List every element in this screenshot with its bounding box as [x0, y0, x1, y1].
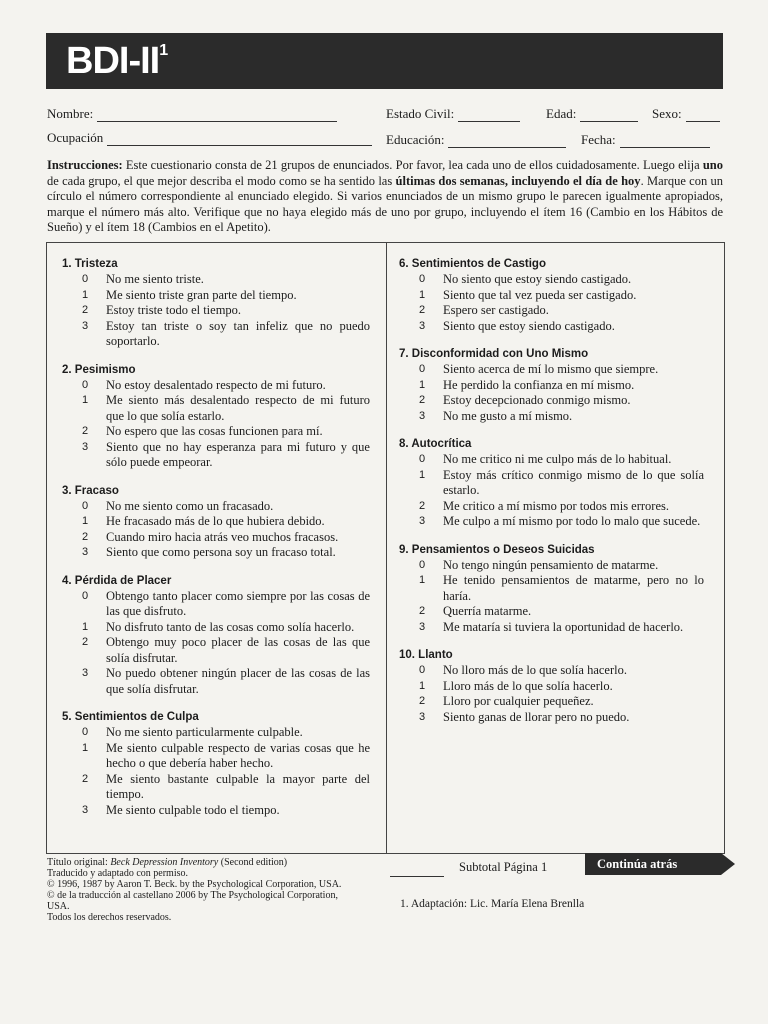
answer-option[interactable] — [62, 635, 370, 666]
answer-option[interactable] — [62, 666, 370, 697]
left-column — [62, 258, 370, 832]
answer-option[interactable] — [62, 589, 370, 620]
option-text: Me siento triste gran parte del tiempo. — [106, 287, 297, 302]
option-number[interactable]: 3 — [419, 620, 426, 633]
option-text: Querría matarme. — [443, 604, 532, 618]
answer-option[interactable] — [399, 710, 704, 726]
option-text: Me siento más desalentado respecto de mi futuro que lo que solía estarlo. — [106, 393, 370, 423]
continua-atras-tag: Continúa atrás — [585, 853, 721, 875]
option-number[interactable]: 1 — [82, 288, 89, 301]
question-title: 2. Pesimismo — [62, 363, 136, 376]
educacion-field[interactable]: Educación: — [386, 132, 566, 148]
option-text: Estoy tan triste o soy tan infeliz que no puedo soportarlo. — [106, 318, 370, 348]
option-number[interactable]: 1 — [82, 394, 89, 406]
option-text: No lloro más de lo que solía hacerlo. — [443, 663, 627, 677]
answer-option[interactable] — [62, 772, 370, 803]
option-number[interactable]: 2 — [419, 499, 426, 512]
option-text: No puedo obtener ningún placer de las cosas de las que solía disfrutar. — [106, 666, 370, 696]
option-number[interactable]: 0 — [82, 589, 89, 602]
copyright-notice: Título original: Beck Depression Inventory (Second edition) Traducido y adaptado con permiso. © 1996, 1987 by Aaron T. Beck. by the Psychological Corporation, USA. © de la traducción al castellano 2006 by The Psychological Corporation, USA. Todos los derechos reservados. — [47, 857, 342, 923]
option-number[interactable]: 3 — [82, 803, 89, 816]
nombre-field[interactable]: Nombre: — [47, 106, 337, 122]
answer-option[interactable] — [399, 319, 704, 335]
question-group — [399, 544, 704, 636]
answer-option[interactable] — [399, 514, 704, 530]
option-text: He perdido la confianza en mí mismo. — [443, 377, 635, 392]
option-text: Siento que no hay esperanza para mi futuro y que sólo puede empeorar. — [106, 439, 370, 469]
option-text: Obtengo tanto placer como siempre por las cosas de las que disfruto. — [106, 588, 370, 618]
option-number[interactable]: 1 — [82, 620, 89, 633]
answer-option[interactable] — [62, 424, 370, 440]
option-number[interactable]: 3 — [82, 319, 89, 332]
option-text: No me siento particularmente culpable. — [106, 725, 303, 739]
option-text: No disfruto tanto de las cosas como solía hacerlo. — [106, 619, 355, 634]
answer-option[interactable] — [62, 272, 370, 288]
answer-option[interactable] — [62, 393, 370, 424]
option-number[interactable]: 0 — [419, 273, 426, 285]
option-text: Siento ganas de llorar pero no puedo. — [443, 709, 630, 724]
question-group — [62, 711, 370, 818]
option-text: Siento acerca de mí lo mismo que siempre. — [443, 362, 659, 376]
answer-option[interactable] — [62, 620, 370, 636]
question-title: 5. Sentimientos de Culpa — [62, 711, 199, 723]
question-group — [399, 348, 704, 424]
option-text: Me critico a mí mismo por todos mis errores. — [443, 498, 670, 513]
edad-field[interactable]: Edad: — [546, 106, 638, 122]
answer-option[interactable] — [399, 573, 704, 604]
answer-option[interactable] — [62, 741, 370, 772]
option-text: Lloro por cualquier pequeñez. — [443, 694, 594, 708]
answer-option[interactable] — [62, 378, 370, 394]
form-title: BDI-$II^1$ — [66, 40, 168, 82]
option-number[interactable]: 1 — [419, 378, 426, 391]
question-group — [62, 575, 370, 698]
option-text: Siento que tal vez pueda ser castigado. — [443, 287, 637, 302]
option-number[interactable]: 2 — [82, 304, 89, 316]
question-title: 3. Fracaso — [62, 484, 119, 497]
option-number[interactable]: 2 — [82, 636, 89, 648]
option-text: He fracasado más de lo que hubiera debido. — [106, 514, 325, 528]
option-text: Lloro más de lo que solía hacerlo. — [443, 678, 613, 693]
option-text: Estoy triste todo el tiempo. — [106, 303, 242, 317]
option-number[interactable]: 1 — [82, 741, 89, 754]
option-text: No me critico ni me culpo más de lo habitual. — [443, 452, 672, 466]
option-text: Me culpo a mí mismo por todo lo malo que sucede. — [443, 514, 701, 528]
answer-option[interactable] — [62, 803, 370, 819]
answer-option[interactable] — [399, 303, 704, 319]
question-title: 10. Llanto — [399, 649, 453, 661]
option-number[interactable]: 3 — [419, 515, 426, 527]
option-number[interactable]: 2 — [419, 605, 426, 617]
option-number[interactable]: 0 — [82, 499, 89, 512]
option-number[interactable]: 2 — [419, 695, 426, 707]
option-number[interactable]: 2 — [419, 304, 426, 316]
answer-option[interactable] — [399, 272, 704, 288]
option-text: Estoy decepcionado conmigo mismo. — [443, 393, 631, 407]
option-text: Siento que estoy siendo castigado. — [443, 318, 615, 333]
answer-option[interactable] — [62, 499, 370, 515]
subtotal-input[interactable] — [390, 876, 444, 877]
answer-option[interactable] — [399, 409, 704, 425]
answer-option[interactable] — [399, 604, 704, 620]
answer-option[interactable] — [399, 452, 704, 468]
answer-option[interactable] — [399, 393, 704, 409]
option-number[interactable]: 3 — [82, 667, 89, 679]
answer-option[interactable] — [62, 319, 370, 350]
fecha-field[interactable]: Fecha: — [581, 132, 710, 148]
option-number[interactable]: 2 — [82, 530, 89, 543]
option-number[interactable]: 0 — [419, 558, 426, 571]
answer-option[interactable] — [399, 499, 704, 515]
option-text: No estoy desalentado respecto de mi futuro. — [106, 377, 326, 392]
instructions: Instrucciones: Este cuestionario consta de 21 grupos de enunciados. Por favor, lea cada uno de ellos cuidadosamente. Luego elija uno de cada grupo, el que mejor describa el modo como se ha sentido las últimas dos semanas, incluyendo el día de hoy. Marque con un círculo el número correspondiente al enunciado elegido. Si varios enunciados de un mismo grupo le parecen igualmente apropiados, marque el número más alto. Verifique que no haya elegido más de uno por grupo, incluyendo el ítem 16 (Cambio en los Hábitos de Sueño) y el ítem 18 (Cambios en el Apetito). — [47, 158, 724, 234]
option-number[interactable]: 3 — [419, 319, 426, 332]
answer-option[interactable] — [399, 663, 704, 679]
option-number[interactable]: 0 — [419, 664, 426, 676]
answer-option[interactable] — [399, 468, 704, 499]
header-banner — [46, 33, 723, 89]
option-text: No me gusto a mí mismo. — [443, 408, 573, 423]
option-text: Estoy más crítico conmigo mismo de lo que solía estarlo. — [443, 467, 704, 497]
answer-option[interactable] — [399, 558, 704, 574]
ocupacion-field[interactable]: Ocupación — [47, 130, 372, 146]
option-text: No siento que estoy siendo castigado. — [443, 272, 632, 286]
answer-option[interactable] — [62, 288, 370, 304]
option-number[interactable]: 0 — [419, 453, 426, 465]
option-text: Siento que como persona soy un fracaso total. — [106, 545, 336, 559]
option-text: Me siento culpable respecto de varias cosas que he hecho o que debería haber hecho. — [106, 740, 370, 770]
option-number[interactable]: 3 — [419, 710, 426, 723]
option-number[interactable]: 0 — [82, 273, 89, 285]
option-text: Me siento bastante culpable la mayor parte del tiempo. — [106, 771, 370, 801]
question-title: 4. Pérdida de Placer — [62, 574, 172, 587]
answer-option[interactable] — [62, 514, 370, 530]
answer-option[interactable] — [399, 694, 704, 710]
answer-option[interactable] — [399, 679, 704, 695]
answer-option[interactable] — [62, 725, 370, 741]
option-text: Me siento culpable todo el tiempo. — [106, 802, 280, 817]
question-group — [62, 258, 370, 350]
answer-option[interactable] — [62, 545, 370, 561]
answer-option[interactable] — [399, 362, 704, 378]
question-title: 1. Tristeza — [62, 258, 118, 270]
estado-civil-field[interactable]: Estado Civil: — [386, 106, 520, 122]
option-number[interactable]: 2 — [82, 772, 89, 785]
option-number[interactable]: 0 — [419, 363, 426, 375]
answer-option[interactable] — [399, 378, 704, 394]
option-text: No tengo ningún pensamiento de matarme. — [443, 557, 659, 572]
option-text: Cuando miro hacia atrás veo muchos fracasos. — [106, 529, 339, 544]
option-number[interactable]: 1 — [419, 288, 426, 301]
question-title: 9. Pensamientos o Deseos Suicidas — [399, 543, 595, 556]
option-text: Obtengo muy poco placer de las cosas de las que solía disfrutar. — [106, 635, 370, 665]
option-number[interactable]: 2 — [82, 425, 89, 437]
option-text: He tenido pensamientos de matarme, pero no lo haría. — [443, 573, 704, 603]
option-text: No me siento como un fracasado. — [106, 498, 274, 513]
option-number[interactable]: 2 — [419, 394, 426, 406]
option-number[interactable]: 1 — [82, 515, 89, 527]
option-number[interactable]: 1 — [419, 468, 426, 481]
question-title: 8. Autocrítica — [399, 438, 472, 450]
column-divider — [386, 242, 387, 853]
question-title: 7. Disconformidad con Uno Mismo — [399, 348, 589, 360]
answer-option[interactable] — [399, 620, 704, 636]
right-column — [399, 258, 704, 739]
option-text: No me siento triste. — [106, 272, 204, 286]
option-number[interactable]: 0 — [82, 726, 89, 738]
option-number[interactable]: 3 — [419, 409, 426, 422]
option-text: Espero ser castigado. — [443, 303, 549, 317]
option-number[interactable]: 0 — [82, 378, 89, 391]
option-number[interactable]: 1 — [419, 574, 426, 586]
option-text: Me mataría si tuviera la oportunidad de hacerlo. — [443, 619, 684, 634]
question-group — [399, 649, 704, 725]
question-group — [399, 438, 704, 530]
option-text: No espero que las cosas funcionen para mí. — [106, 424, 323, 438]
question-group — [399, 258, 704, 334]
answer-option[interactable] — [62, 530, 370, 546]
subtotal-label: Subtotal Página 1 — [459, 860, 548, 874]
question-group — [62, 485, 370, 561]
question-group — [62, 364, 370, 471]
answer-option[interactable] — [399, 288, 704, 304]
option-number[interactable]: 3 — [82, 546, 89, 558]
option-number[interactable]: 1 — [419, 679, 426, 692]
adaptacion-note: 1. Adaptación: Lic. María Elena Brenlla — [400, 898, 585, 910]
sexo-field[interactable]: Sexo: — [652, 106, 720, 122]
answer-option[interactable] — [62, 303, 370, 319]
question-title: 6. Sentimientos de Castigo — [399, 258, 546, 270]
answer-option[interactable] — [62, 440, 370, 471]
option-number[interactable]: 3 — [82, 440, 89, 453]
